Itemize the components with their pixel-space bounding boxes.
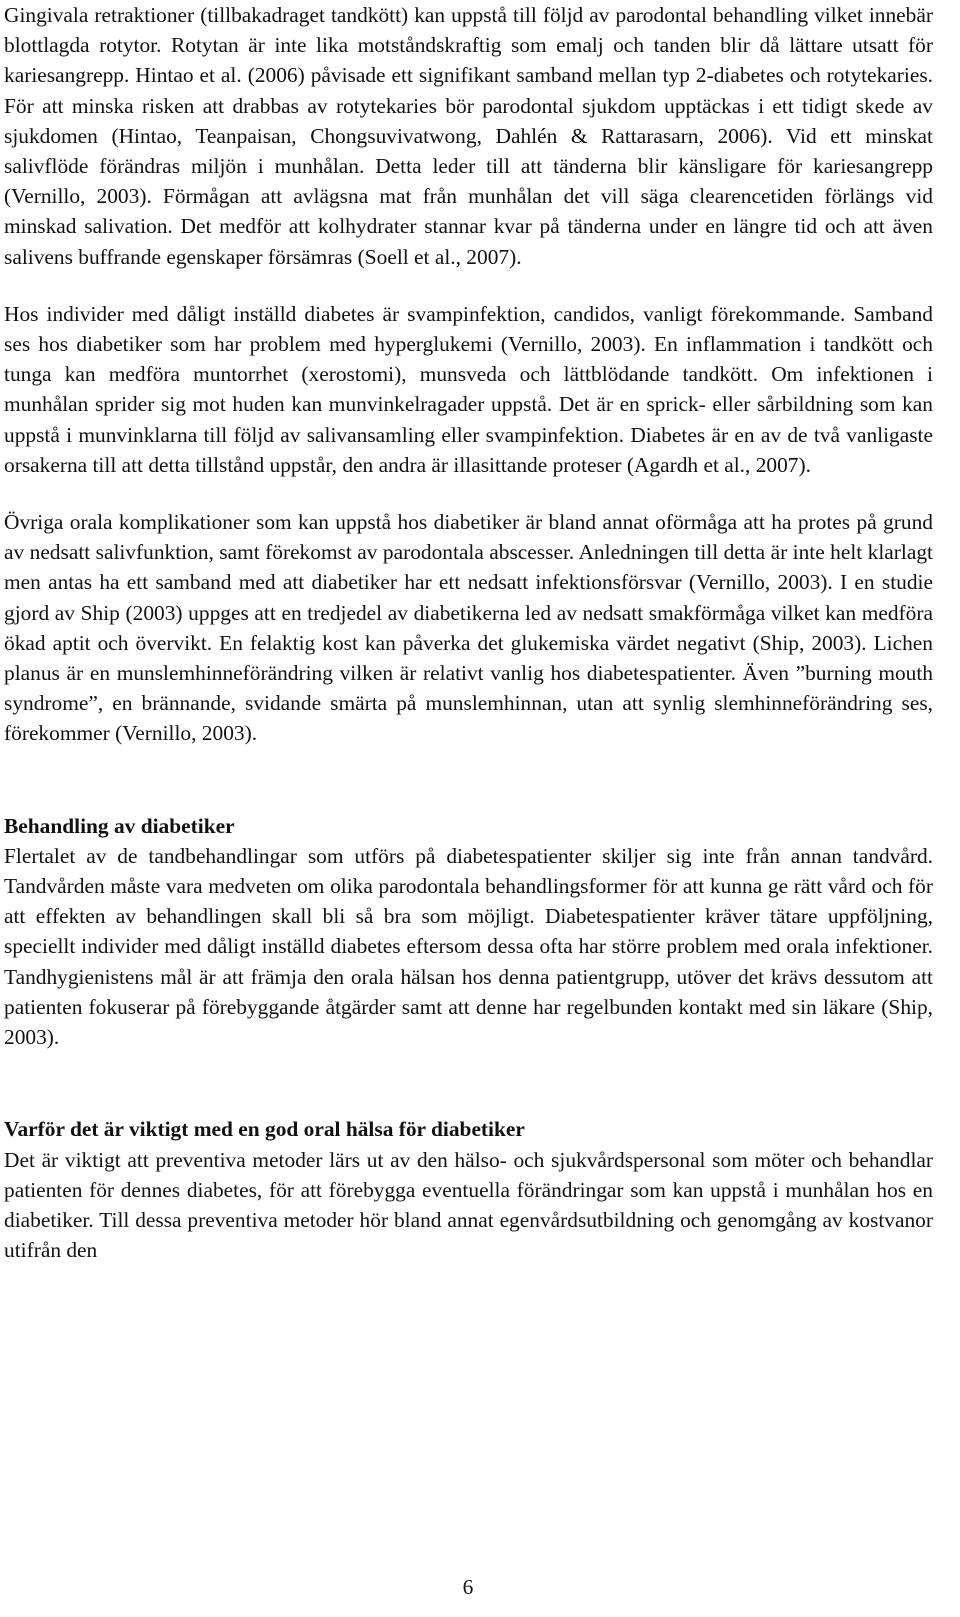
page-number: 6 xyxy=(462,1575,474,1599)
section-spacer xyxy=(4,749,933,811)
section-heading-oral-health: Varför det är viktigt med en god oral hälsa för diabetiker xyxy=(4,1117,525,1142)
document-page xyxy=(4,0,933,1265)
paragraph-oral-health: Det är viktigt att preventiva metoder lärs ut av den hälso- och sjukvårdspersonal som möter och behandlar patienten för dennes diabetes, för att förebygga eventuella förändringar som kan uppstå i munhålan hos en diabetiker. Till dessa preventiva metoder hör bland annat egenvårdsutbildning och genomgång av kostvanor utifrån den xyxy=(4,1147,933,1263)
paragraph-candidiasis: Hos individer med dåligt inställd diabetes är svampinfektion, candidos, vanligt förekommande. Samband ses hos diabetiker som har problem med hyperglukemi (Vernillo, 2003). En inflammation i tandkött och tunga kan medföra muntorrhet (xerostomi), munsveda och lättblödande tandkött. Om infektionen i munhålan sprider sig mot huden kan munvinkelragader uppstå. Det är en sprick- eller sårbildning som kan uppstå i munvinklarna till följd av salivansamling eller svampinfektion. Diabetes är en av de två vanligaste orsakerna till att detta tillstånd uppstår, den andra är illasittande proteser (Agardh et al., 2007). xyxy=(4,301,933,477)
paragraph-spacer xyxy=(4,480,933,507)
paragraph-treatment: Flertalet av de tandbehandlingar som utförs på diabetespatienter skiljer sig inte från annan tandvård. Tandvården måste vara medveten om olika parodontala behandlingsformer för att kunna ge rätt vård och för att effekten av behandlingen skall bli så bra som möjligt. Diabetespatienter kräver tätare uppföljning, speciellt individer med dåligt inställd diabetes eftersom dessa ofta har större problem med orala infektioner. Tandhygienistens mål är att främja den orala hälsan hos denna patientgrupp, utöver det krävs dessutom att patienten fokuserar på förebyggande åtgärder samt att denne har regelbunden kontakt med sin läkare (Ship, 2003). xyxy=(4,843,933,1050)
paragraph-other-complications: Övriga orala komplikationer som kan uppstå hos diabetiker är bland annat oförmåga att ha protes på grund av nedsatt salivfunktion, samt förekomst av parodontala abscesser. Anledningen till detta är inte helt klarlagt men antas ha ett samband med att diabetiker har ett nedsatt infektionsförsvar (Vernillo, 2003). I en studie gjord av Ship (2003) uppges att en tredjedel av diabetikerna led av nedsatt smakförmåga vilket kan medföra ökad aptit och övervikt. En felaktig kost kan påverka det glukemiska värdet negativt (Ship, 2003). Lichen planus är en munslemhinneförändring vilken är relativt vanlig hos diabetespatienter. Även ”burning mouth syndrome”, en brännande, svidande smärta på munslemhinnan, utan att synlig slemhinneförändring ses, förekommer (Vernillo, 2003). xyxy=(4,510,933,746)
section-heading-treatment: Behandling av diabetiker xyxy=(4,813,235,838)
paragraph-root-caries: Gingivala retraktioner (tillbakadraget tandkött) kan uppstå till följd av parodontal behandling vilket innebär blottlagda rotytor. Rotytan är inte lika motståndskraftig som emalj och tanden blir då lättare utsatt för kariesangrepp. Hintao et al. (2006) påvisade ett signifikant samband mellan typ 2-diabetes och rotytekaries. För att minska risken att drabbas av rotytekaries bör parodontal sjukdom upptäckas i ett tidigt skede av sjukdomen (Hintao, Teanpaisan, Chongsuvivatwong, Dahlén & Rattarasarn, 2006). Vid ett minskat salivflöde förändras miljön i munhålan. Detta leder till att tänderna blir känsligare för kariesangrepp (Vernillo, 2003). Förmågan att avlägsna mat från munhålan det vill säga clearencetiden förlängs vid minskad salivation. Det medför att kolhydrater stannar kvar på tänderna under en längre tid och att även salivens buffrande egenskaper försämras (Soell et al., 2007). xyxy=(4,3,933,269)
section-spacer xyxy=(4,1052,933,1114)
paragraph-spacer xyxy=(4,272,933,299)
